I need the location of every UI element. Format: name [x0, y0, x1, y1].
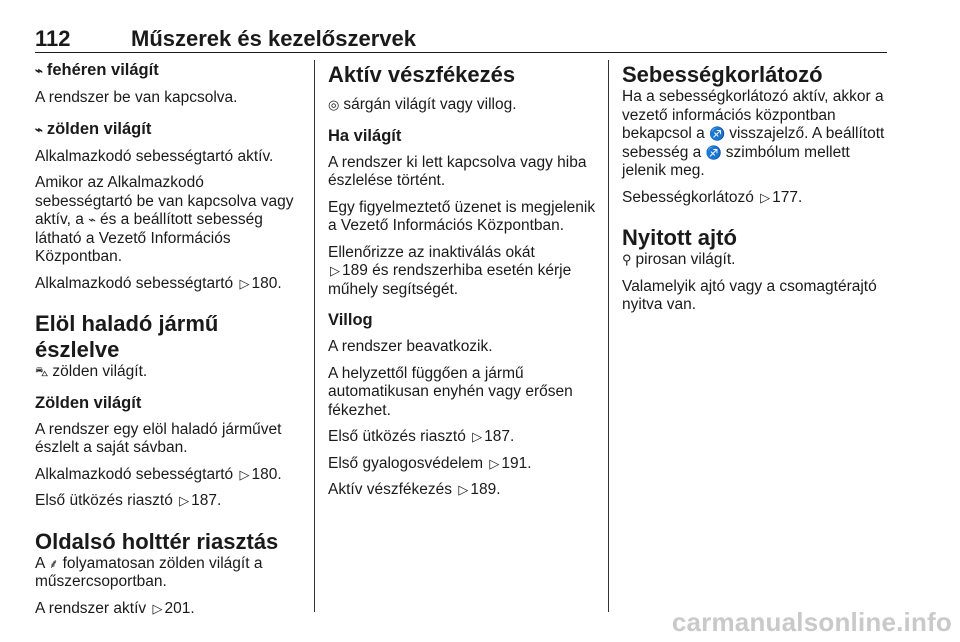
column-1 — [35, 60, 303, 618]
brake-icon: ◎ — [328, 97, 340, 112]
reference: Alkalmazkodó sebességtartó ▷ 180. — [35, 274, 282, 292]
arrow-icon: ▷ — [489, 455, 500, 471]
section-heading: Elöl haladó jármű észlelve — [35, 311, 219, 362]
arrow-icon: ▷ — [179, 493, 190, 508]
column-3 — [622, 60, 890, 315]
reference: Első ütközés riasztó ▷ 187. — [35, 492, 222, 509]
watermark: carmanualsonline.info — [671, 607, 952, 637]
reference: A rendszer aktív ▷ 201. — [35, 599, 195, 617]
paragraph: A rendszer egy elöl haladó járművet észlelt a saját sávban. — [35, 420, 282, 456]
arrow-icon: ▷ — [239, 466, 250, 482]
section-heading: Aktív vészfékezés — [328, 62, 516, 87]
section-heading: Nyitott ajtó — [622, 225, 737, 250]
paragraph: Ha a sebességkorlátozó aktív, akkor a vezető információs központban bekapcsol a ♐ visszajelző. A beállított sebesség a ♐ szimbólum mellett jelenik meg. — [622, 88, 885, 179]
reference: Első gyalogosvédelem ▷ 191. — [328, 454, 532, 472]
cruise-icon: ⌁ — [35, 63, 43, 78]
paragraph: ⚲ pirosan világít. — [622, 251, 736, 268]
column-divider — [314, 60, 315, 612]
door-icon: ⚲ — [622, 252, 632, 267]
paragraph: A rendszer be van kapcsolva. — [35, 89, 238, 106]
blindspot-icon: ⸙ — [48, 555, 59, 571]
limiter-icon: ♐ — [705, 144, 722, 160]
paragraph: Ellenőrizze az inaktiválás okát ▷ 189 és rendszerhiba esetén kérje műhely segítségét. — [328, 243, 572, 298]
vehicle-icon: ⛍ — [35, 364, 49, 379]
paragraph: Amikor az Alkalmazkodó sebességtartó be van kapcsolva vagy aktív, a ⌁ és a beállított sebesség látható a Vezető Információs Központban. — [35, 174, 294, 265]
heading-white: ⌁ fehéren világít — [35, 61, 159, 79]
heading-green: ⌁ zölden világít — [35, 119, 152, 138]
paragraph: A helyzettől függően a jármű automatikusan enyhén vagy erősen fékezhet. — [328, 364, 573, 419]
limiter-icon: ♐ — [709, 126, 726, 141]
cruise-icon: ⌁ — [88, 212, 96, 227]
paragraph: Valamelyik ajtó vagy a csomagtérajtó nyitva van. — [622, 277, 877, 313]
page-header — [35, 26, 887, 53]
paragraph: A rendszer beavatkozik. — [328, 338, 493, 355]
reference: Aktív vészfékezés ▷ 189. — [328, 481, 501, 498]
arrow-icon: ▷ — [472, 429, 483, 444]
arrow-icon: ▷ — [239, 275, 250, 291]
column-2 — [328, 60, 598, 500]
heading-lit: Zölden világít — [35, 393, 142, 412]
paragraph: A rendszer ki lett kapcsolva vagy hiba észlelése történt. — [328, 153, 587, 189]
page-number: 112 — [35, 26, 71, 51]
chapter-title: Műszerek és kezelőszervek — [131, 26, 416, 51]
arrow-icon: ▷ — [152, 600, 163, 616]
heading-flash: Villog — [328, 311, 373, 329]
reference: Első ütközés riasztó ▷ 187. — [328, 428, 515, 445]
column-divider — [608, 60, 609, 612]
heading-lit: Ha világít — [328, 126, 402, 145]
paragraph: ◎ sárgán világít vagy villog. — [328, 96, 517, 113]
paragraph: A ⸙ folyamatosan zölden világít a műszercsoportban. — [35, 554, 263, 590]
reference: Alkalmazkodó sebességtartó ▷ 180. — [35, 465, 282, 483]
section-heading: Sebességkorlátozó — [622, 62, 823, 87]
cruise-icon: ⌁ — [35, 121, 43, 137]
arrow-icon: ▷ — [330, 263, 340, 278]
paragraph: Alkalmazkodó sebességtartó aktív. — [35, 147, 274, 165]
paragraph: Egy figyelmeztető üzenet is megjelenik a Vezető Információs Központban. — [328, 198, 596, 234]
paragraph: ⛍ zölden világít. — [35, 363, 148, 380]
arrow-icon: ▷ — [458, 482, 469, 497]
arrow-icon: ▷ — [760, 189, 771, 205]
reference: Sebességkorlátozó ▷ 177. — [622, 188, 803, 206]
section-heading: Oldalsó holttér riasztás — [35, 528, 279, 554]
